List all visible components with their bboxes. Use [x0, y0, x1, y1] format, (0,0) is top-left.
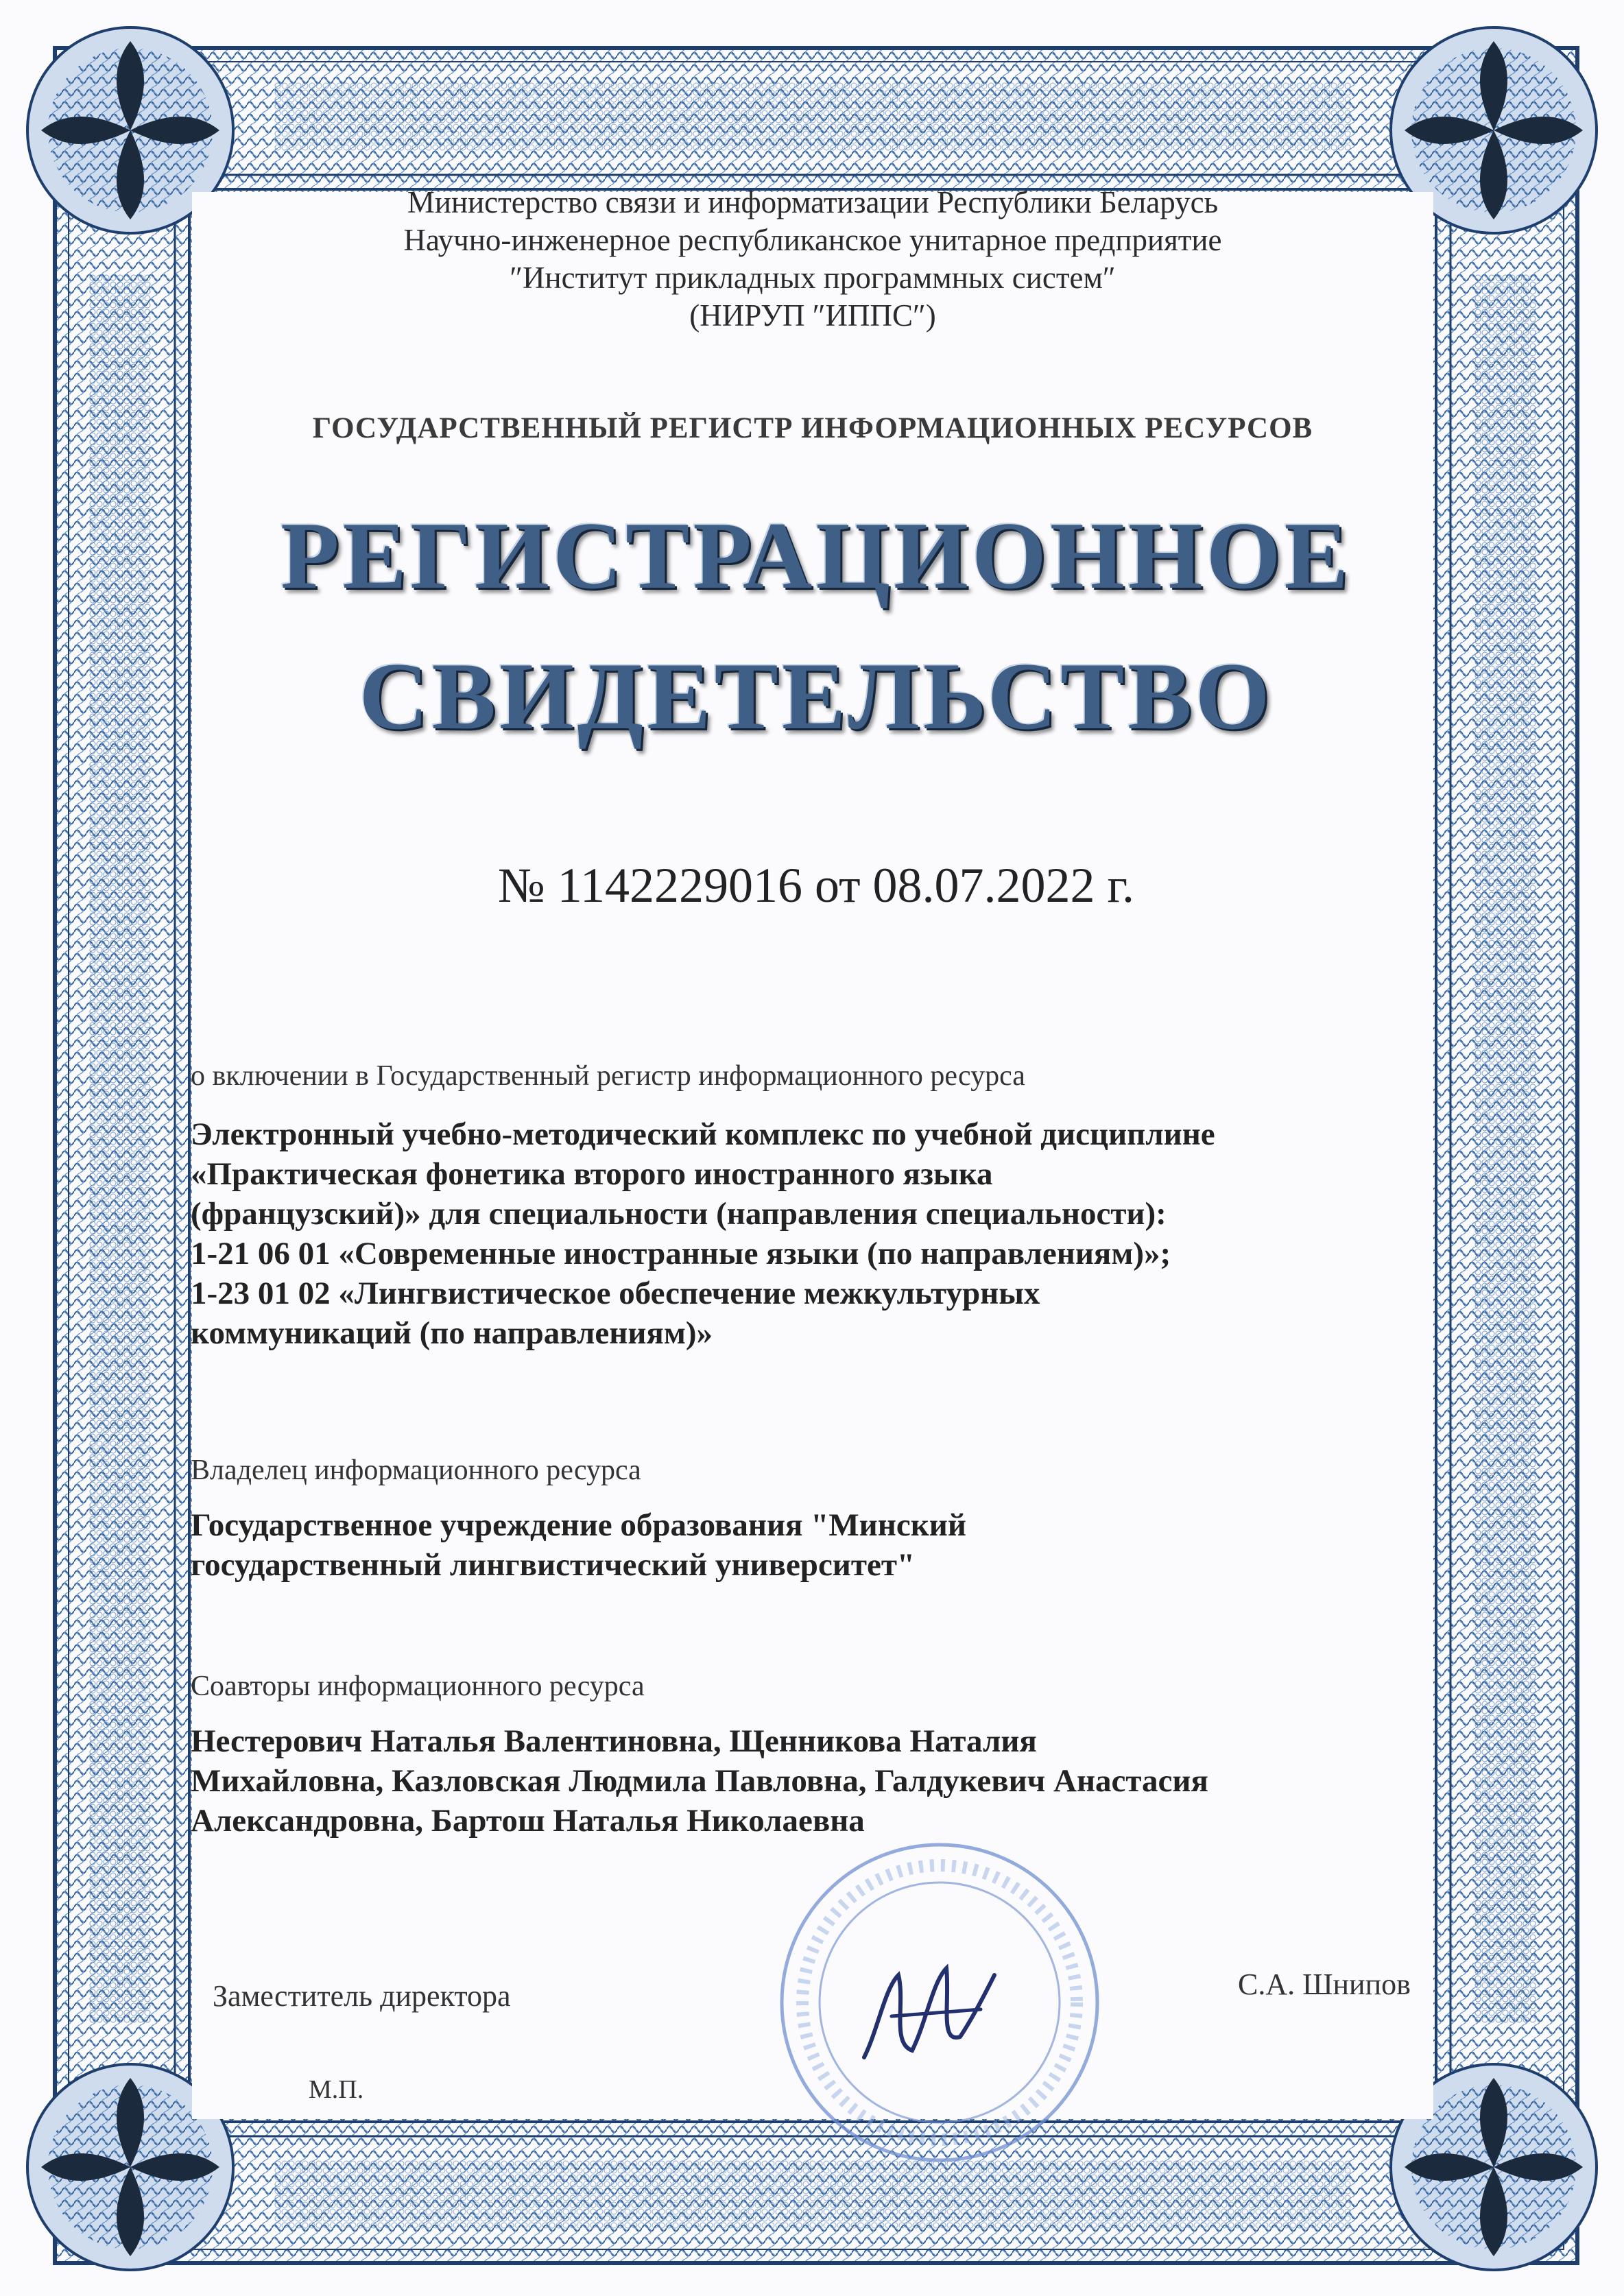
coauthors-line: Александровна, Бартош Наталья Николаевна: [191, 1803, 865, 1839]
resource-line: 1-23 01 02 «Лингвистическое обеспечение межкультурных: [191, 1276, 1040, 1311]
inclusion-label: о включении в Государственный регистр информационного ресурса: [191, 1060, 1025, 1092]
resource-line: Электронный учебно-методический комплекс по учебной дисциплине: [191, 1116, 1215, 1152]
certificate-number: № 1142229016 от 08.07.2022 г.: [498, 858, 1134, 913]
resource-line: (французский)» для специальности (направления специальности):: [191, 1196, 1167, 1232]
resource-line: «Практическая фонетика второго иностранного языка: [191, 1156, 993, 1192]
title-line-2: СВИДЕТЕЛЬСТВО: [359, 643, 1274, 750]
header-institute: ″Институт прикладных программных систем″: [510, 261, 1116, 295]
coauthors-line: Нестерович Наталья Валентиновна, Щенникова Наталия: [191, 1723, 1037, 1759]
title-line-1: РЕГИСТРАЦИОННОЕ: [280, 503, 1352, 609]
signatory-title: Заместитель директора: [213, 1979, 511, 2013]
owner-name: [191, 1505, 1425, 1585]
coauthors-line: Михайловна, Казловская Людмила Павловна, Галдукевич Анастасия: [191, 1763, 1208, 1799]
resource-description: [191, 1114, 1425, 1353]
coauthors-label: Соавторы информационного ресурса: [191, 1671, 645, 1702]
resource-line: коммуникаций (по направлениям)»: [191, 1315, 713, 1351]
header-abbreviation: (НИРУП ″ИППС″): [689, 298, 936, 333]
resource-line: 1-21 06 01 «Современные иностранные языки (по направлениям)»;: [191, 1236, 1171, 1271]
header-ministry: Министерство связи и информатизации Республики Беларусь: [407, 185, 1219, 219]
owner-label: Владелец информационного ресурса: [191, 1455, 641, 1486]
coauthors-list: [191, 1721, 1425, 1841]
owner-line: государственный лингвистический университет": [191, 1547, 916, 1583]
seal-place: М.П.: [309, 2075, 364, 2104]
header-enterprise: Научно-инженерное республиканское унитарное предприятие: [403, 223, 1222, 257]
signature: [850, 1948, 1001, 2085]
registry-title: ГОСУДАРСТВЕННЫЙ РЕГИСТР ИНФОРМАЦИОННЫХ РЕСУРСОВ: [312, 412, 1313, 444]
signatory-name: С.А. Шнипов: [1238, 1968, 1411, 2001]
owner-line: Государственное учреждение образования "Минский: [191, 1507, 966, 1543]
